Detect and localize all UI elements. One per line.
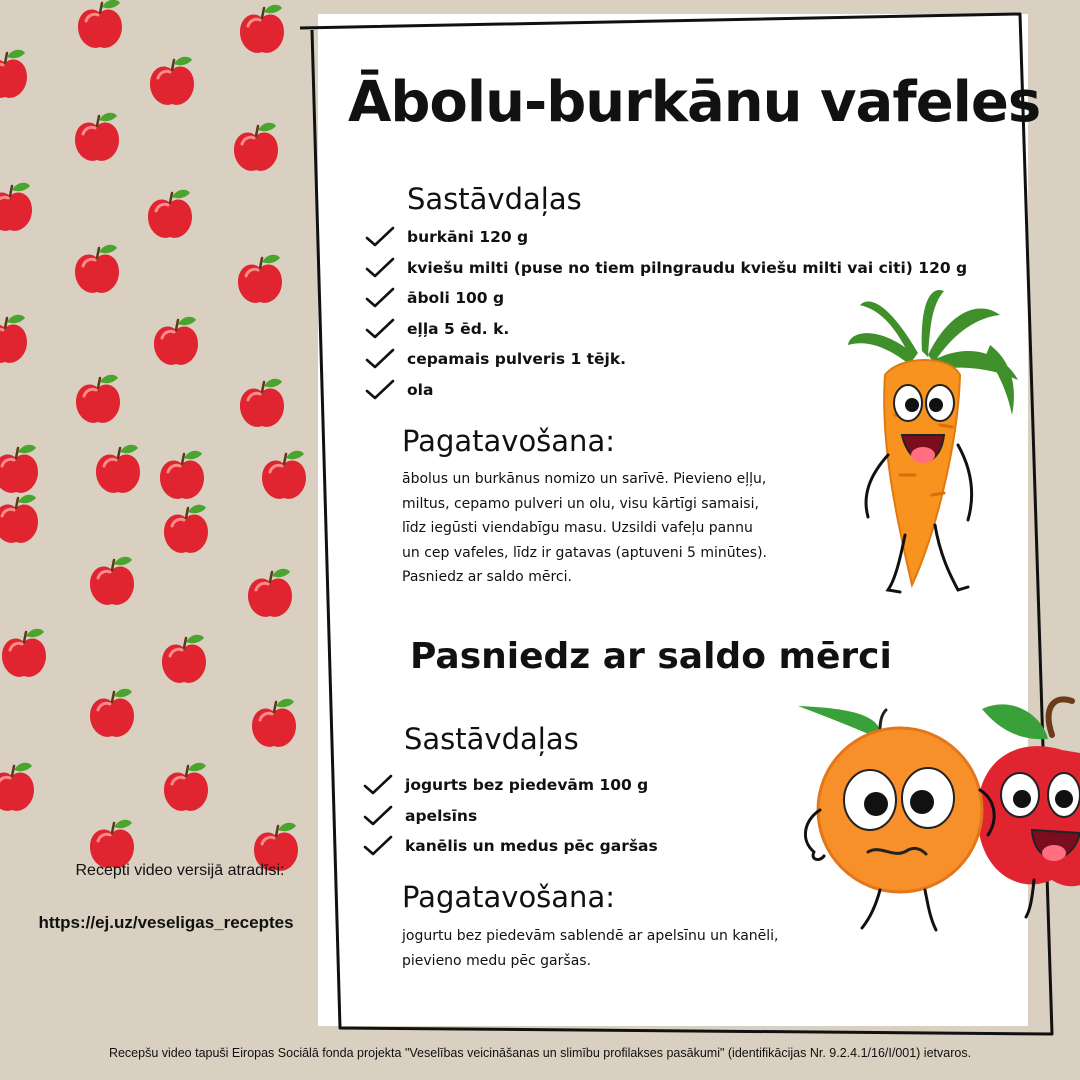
apple-icon xyxy=(90,689,134,737)
method-line: un cep vafeles, līdz ir gatavas (aptuveni 5 minūtes). xyxy=(402,544,767,561)
checkmark-icon xyxy=(363,834,393,858)
apple-icon xyxy=(90,557,134,605)
orange-character xyxy=(790,700,1000,935)
ingredient-text: kanēlis un medus pēc garšas xyxy=(405,837,658,855)
apple-icon xyxy=(164,505,208,553)
apple-icon xyxy=(0,315,27,363)
apple-icon xyxy=(75,245,119,293)
checkmark-icon xyxy=(365,317,395,341)
ingredient-item xyxy=(365,222,967,253)
ingredients-heading: Sastāvdaļas xyxy=(407,182,582,216)
apple-icon xyxy=(154,317,198,365)
apple-icon xyxy=(148,190,192,238)
ingredient-text: burkāni 120 g xyxy=(407,228,529,246)
checkmark-icon xyxy=(363,773,393,797)
apple-icon xyxy=(0,183,32,231)
ingredient-item xyxy=(363,801,658,832)
video-link-label: Recepti video versijā atradīsi: xyxy=(75,862,285,879)
sauce-method-heading: Pagatavošana: xyxy=(402,880,615,914)
ingredient-text: cepamais pulveris 1 tējk. xyxy=(407,350,627,368)
footer-note: Recepšu video tapuši Eiropas Sociālā fonda projekta "Veselības veicināšanas un slimību profilakses pasākumi" (identifikācijas Nr. 9.2.4.1/16/I/001) ietvaros. xyxy=(108,1046,972,1060)
method-line: miltus, cepamo pulveri un olu, visu kārtīgi samaisi, xyxy=(402,495,759,512)
ingredient-text: apelsīns xyxy=(405,806,478,825)
sauce-method-text xyxy=(402,924,779,973)
ingredient-item xyxy=(363,831,658,862)
checkmark-icon xyxy=(365,286,395,310)
apple-icon xyxy=(0,763,34,811)
recipe-title: Ābolu-burkānu vafeles xyxy=(348,70,1041,135)
ingredient-item xyxy=(363,770,658,801)
checkmark-icon xyxy=(363,804,393,828)
ingredient-text: kviešu milti (puse no tiem pilngraudu kviešu milti vai citi) 120 g xyxy=(407,258,968,277)
apple-icon xyxy=(75,113,119,161)
method-line: ābolus un burkānus nomizo un sarīvē. Pievieno eļļu, xyxy=(402,471,767,487)
apple-icon xyxy=(2,629,46,677)
apple-icon xyxy=(76,375,120,423)
checkmark-icon xyxy=(365,378,395,402)
sauce-ingredients-heading: Sastāvdaļas xyxy=(404,722,579,756)
apple-icon xyxy=(96,445,140,493)
apple-icon xyxy=(240,5,284,53)
method-text xyxy=(402,467,767,590)
ingredient-text: eļļa 5 ēd. k. xyxy=(407,319,510,338)
method-line: Pasniedz ar saldo mērci. xyxy=(402,569,572,585)
apple-icon xyxy=(240,379,284,427)
apple-icon xyxy=(0,445,38,493)
ingredient-text: jogurts bez piedevām 100 g xyxy=(405,776,649,794)
apple-icon xyxy=(164,763,208,811)
video-link-url[interactable]: https://ej.uz/veseligas_receptes xyxy=(38,913,294,932)
apple-icon xyxy=(160,451,204,499)
method-line: līdz iegūsti viendabīgu masu. Uzsildi vafeļu pannu xyxy=(402,520,753,536)
apple-icon xyxy=(0,50,27,98)
ingredient-text: ola xyxy=(407,380,434,399)
sauce-title: Pasniedz ar saldo mērci xyxy=(410,636,892,677)
carrot-character xyxy=(840,285,1030,605)
ingredient-item xyxy=(365,253,967,284)
apple-icon xyxy=(252,699,296,747)
method-line: jogurtu bez piedevām sablendē ar apelsīnu un kanēli, xyxy=(402,928,779,944)
method-heading: Pagatavošana: xyxy=(402,424,615,458)
ingredient-text: āboli 100 g xyxy=(407,289,505,307)
apple-icon xyxy=(234,123,278,171)
apple-icon xyxy=(78,0,122,48)
apple-icon xyxy=(238,255,282,303)
apple-icon xyxy=(162,635,206,683)
sauce-ingredients-list xyxy=(363,770,658,862)
apple-icon xyxy=(248,569,292,617)
apple-icon xyxy=(0,495,38,543)
apple-icon xyxy=(150,57,194,105)
checkmark-icon xyxy=(365,225,395,249)
apple-pattern-background xyxy=(0,0,320,880)
method-line: pievieno medu pēc garšas. xyxy=(402,952,592,969)
checkmark-icon xyxy=(365,256,395,280)
apple-icon xyxy=(262,451,306,499)
checkmark-icon xyxy=(365,347,395,371)
apple-icon xyxy=(90,820,134,868)
